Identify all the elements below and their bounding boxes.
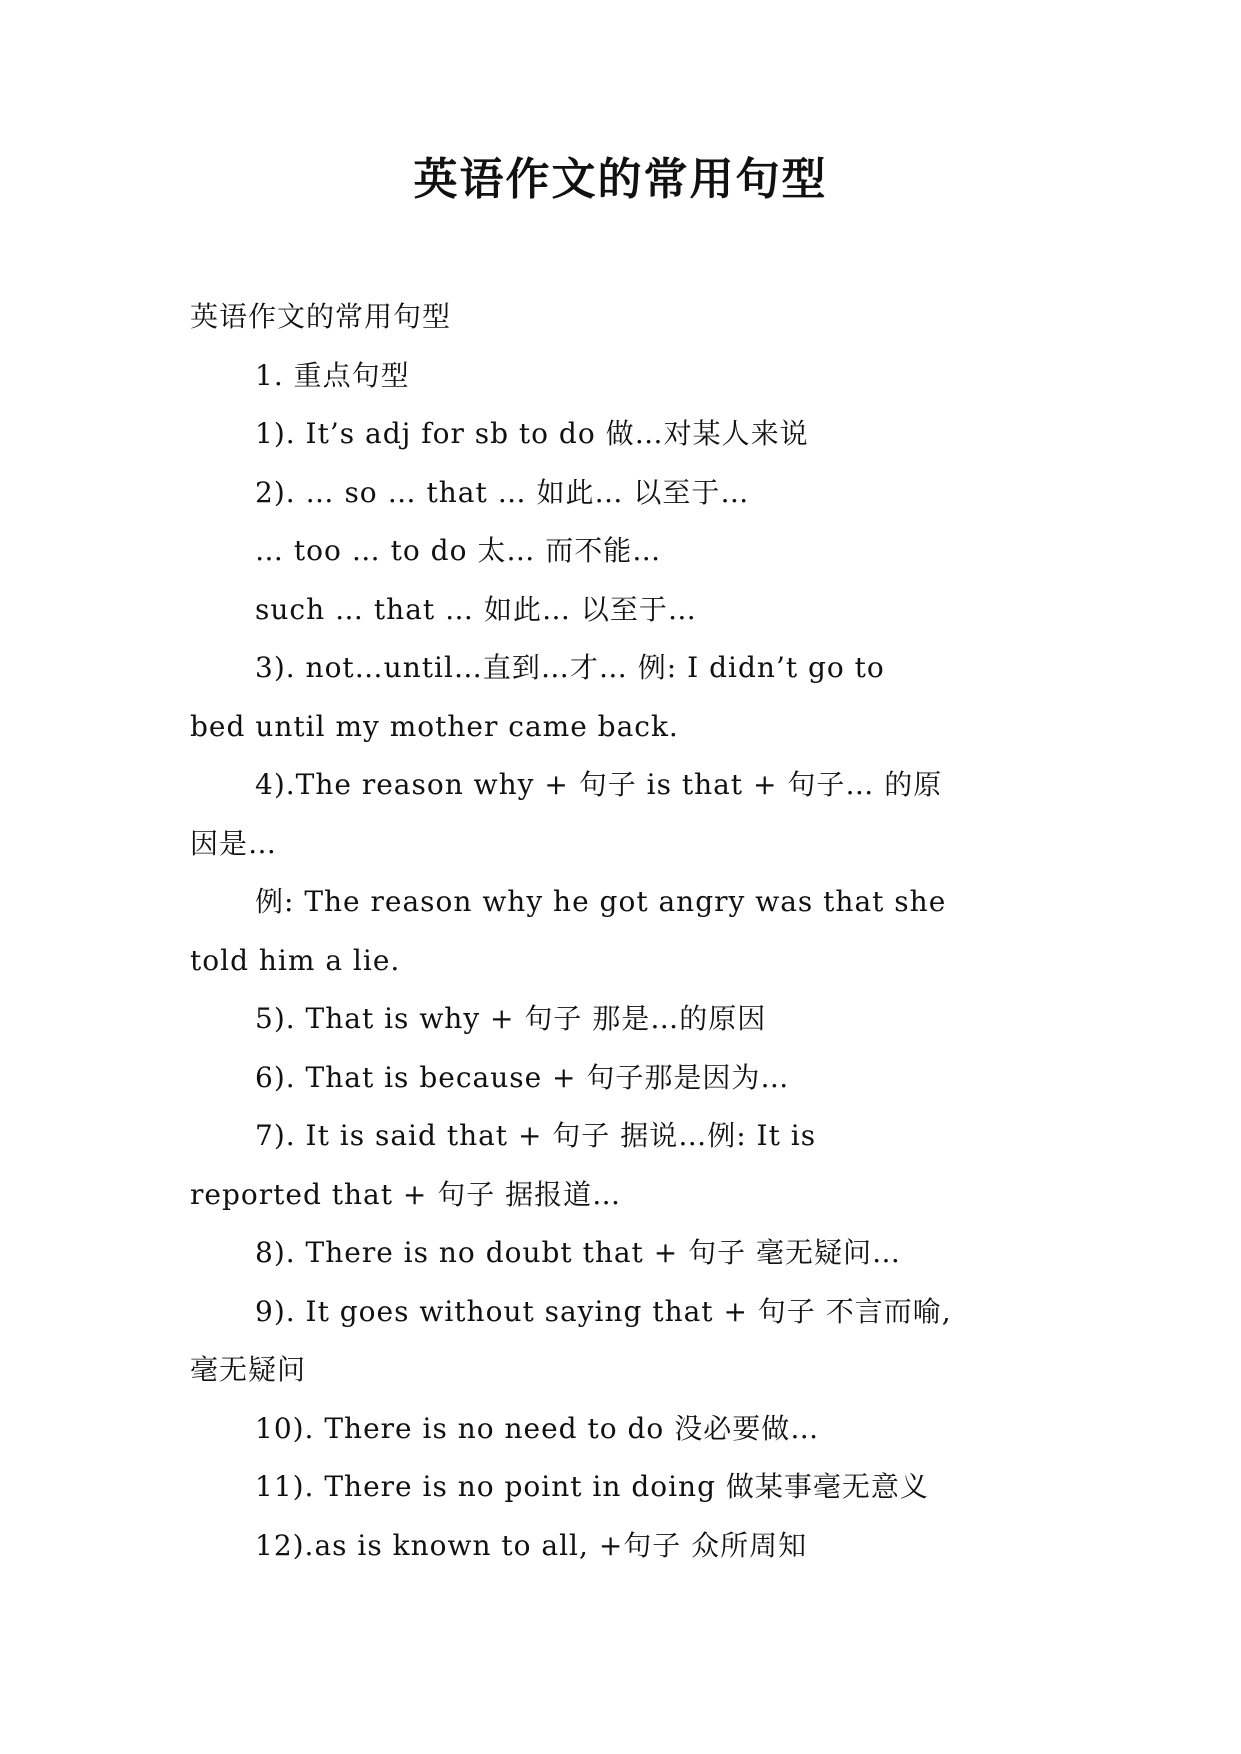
list-item: 9). It goes without saying that + 句子 不言而喻, — [255, 1294, 952, 1328]
list-item: 6). That is because + 句子那是因为… — [255, 1060, 790, 1094]
document-subtitle: 英语作文的常用句型 — [190, 300, 452, 333]
list-item: 10). There is no need to do 没必要做… — [255, 1411, 820, 1445]
example-sentence: 例: The reason why he got angry was that she — [255, 885, 947, 918]
list-item-continuation: 毫无疑问 — [190, 1353, 307, 1386]
list-item: 7). It is said that + 句子 据说…例: It is — [255, 1119, 817, 1152]
list-item-continuation: reported that + 句子 据报道… — [190, 1177, 622, 1211]
list-item-continuation: bed until my mother came back. — [190, 709, 679, 743]
list-item: 11). There is no point in doing 做某事毫无意义 — [255, 1470, 929, 1503]
list-item: 5). That is why + 句子 那是…的原因 — [255, 1002, 767, 1035]
list-item: 8). There is no doubt that + 句子 毫无疑问… — [255, 1236, 901, 1269]
list-item: … too … to do 太… 而不能… — [255, 534, 662, 567]
list-item: 4).The reason why + 句子 is that + 句子… 的原 — [255, 768, 943, 801]
page-title: 英语作文的常用句型 — [413, 154, 828, 205]
list-item: 12).as is known to all, +句子 众所周知 — [255, 1528, 808, 1562]
example-continuation: told him a lie. — [190, 943, 401, 977]
section-heading: 1. 重点句型 — [255, 358, 410, 392]
document-body — [190, 288, 1050, 1575]
list-item: 1). It’s adj for sb to do 做…对某人来说 — [255, 417, 809, 450]
list-item: 2). … so … that … 如此… 以至于… — [255, 475, 750, 509]
list-item-continuation: 因是… — [190, 826, 278, 860]
list-item: 3). not…until…直到…才… 例: I didn’t go to — [255, 651, 885, 684]
list-item: such … that … 如此… 以至于… — [255, 592, 697, 626]
